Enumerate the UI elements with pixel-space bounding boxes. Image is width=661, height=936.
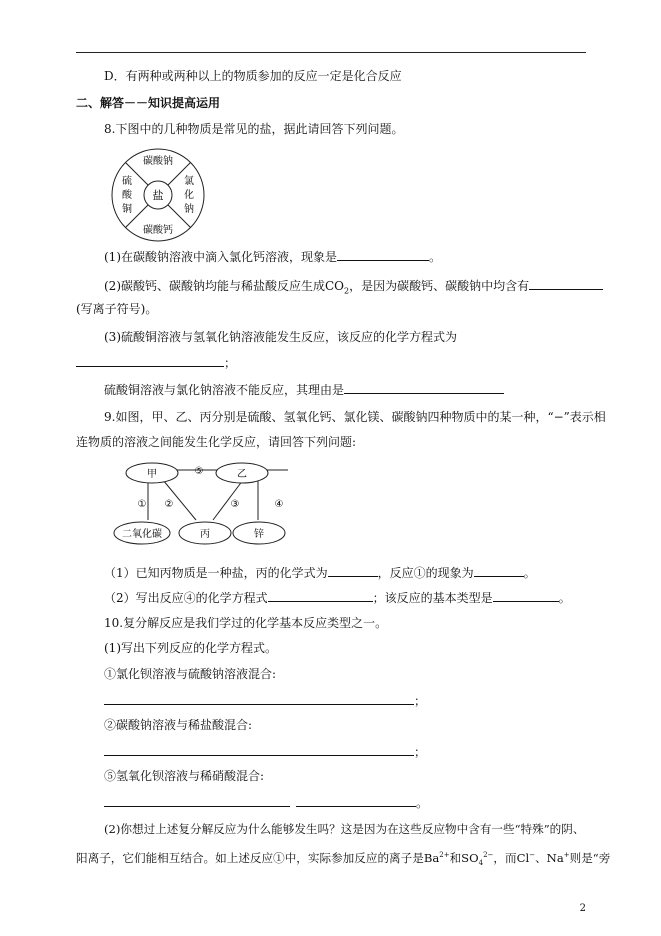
page-number: 2 [579, 903, 586, 914]
answer-blank[interactable] [337, 249, 429, 261]
q10-stem: 10.复分解反应是我们学过的化学基本反应类型之一。 [104, 616, 388, 630]
wheel-left-1: 硫 [122, 176, 132, 187]
q10-reaction-3: ⑤氢氧化钡溶液与稀硝酸混合: [104, 769, 265, 783]
answer-blank[interactable] [104, 795, 290, 807]
label-2: ② [164, 499, 174, 510]
q9-part2: （2）写出反应④的化学方程式 ；该反应的基本类型是 。 [104, 591, 571, 605]
wheel-right-1: 氯 [184, 176, 194, 187]
wheel-right-3: 钠 [184, 204, 194, 215]
node-zinc: 锌 [254, 529, 264, 540]
header-rule [76, 52, 586, 53]
q10-reaction-2: ②碳酸钠溶液与稀盐酸混合: [104, 718, 253, 732]
label-3: ③ [230, 499, 240, 510]
answer-blank[interactable] [104, 744, 414, 756]
q8-part1: (1)在碳酸钠溶液中滴入氯化钙溶液，现象是 。 [104, 250, 442, 264]
option-d: D．有两种或两种以上的物质参加的反应一定是化合反应 [104, 69, 402, 83]
q8-part4: 硫酸铜溶液与氯化钠溶液不能反应，其理由是 [104, 382, 504, 398]
node-co2: 二氧化碳 [122, 529, 162, 540]
node-jia: 甲 [147, 469, 157, 480]
node-bing: 丙 [200, 529, 210, 540]
q10-part2-line1: (2)你想过上述复分解反应为什么能够发生吗？这是因为在这些反应物中含有一些“特殊”的阴、 [104, 822, 585, 836]
answer-blank[interactable] [104, 693, 414, 705]
answer-blank[interactable] [76, 355, 224, 367]
salt-wheel-diagram [108, 147, 208, 243]
label-1: ① [137, 499, 147, 510]
answer-blank[interactable] [268, 590, 373, 602]
reaction-network-diagram [108, 460, 298, 548]
q8-part2: (2)碳酸钙、碳酸钠均能与稀盐酸反应生成$CO_2$，是因为碳酸钙、碳酸钠中均含有 [104, 278, 603, 298]
answer-blank[interactable] [328, 565, 378, 577]
q10-reaction-3-answer: 。 [104, 795, 428, 811]
section-title: 二、解答－－知识提高运用 [76, 96, 221, 110]
q10-sub1: (1)写出下列反应的化学方程式。 [104, 641, 277, 655]
q10-reaction-2-answer: ； [104, 744, 426, 760]
wheel-bottom: 碳酸钙 [143, 225, 173, 236]
label-5: ⑤ [194, 466, 204, 477]
answer-blank[interactable] [296, 795, 416, 807]
q10-reaction-1-answer: ； [104, 693, 426, 709]
q8-part2-tail: (写离子符号)。 [76, 302, 158, 316]
answer-blank[interactable] [474, 565, 524, 577]
q8-part3: (3)硫酸铜溶液与氢氧化钠溶液能发生反应，该反应的化学方程式为 [104, 330, 458, 344]
q8-stem: 8.下图中的几种物质是常见的盐，据此请回答下列问题。 [104, 122, 404, 136]
label-4: ④ [274, 499, 284, 510]
wheel-right-2: 化 [184, 190, 194, 201]
q9-stem-2: 连物质的溶液之间能发生化学反应，请回答下列问题: [76, 435, 357, 449]
answer-blank[interactable] [493, 590, 559, 602]
wheel-top: 碳酸钠 [143, 156, 173, 167]
answer-blank[interactable] [529, 278, 603, 290]
answer-blank[interactable] [344, 382, 504, 394]
wheel-left-2: 酸 [122, 190, 132, 201]
q8-part3-answer: ； [76, 355, 236, 371]
q9-stem-1: 9.如图，甲、乙、丙分别是硫酸、氢氧化钙、氯化镁、碳酸钠四种物质中的某一种，“−”表示相 [104, 410, 606, 424]
wheel-left-3: 铜 [122, 204, 132, 215]
q10-reaction-1: ①氯化钡溶液与硫酸钠溶液混合: [104, 667, 277, 681]
wheel-center: 盐 [152, 189, 164, 202]
q10-part2-line2: 阳离子，它们能相互结合。如上述反应①中，实际参加反应的离子是$Ba^{2+}$和$SO_4^{2-}$，而Cl−、Na+则是“旁 [76, 850, 611, 868]
node-yi: 乙 [237, 469, 247, 480]
q9-part1: （1）已知丙物质是一种盐，丙的化学式为 ，反应①的现象为 。 [104, 566, 536, 580]
